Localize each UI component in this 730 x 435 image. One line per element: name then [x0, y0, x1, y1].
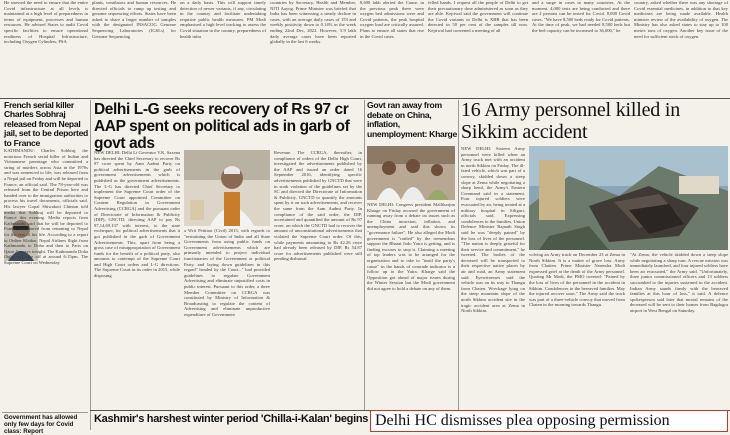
lg-col-3: Revenue. The CCRGA, thereafter, in compliance of orders of the Delhi High Court, investigated the advertisements published by the AAP and issued an order dated 16 September 2016, identifying specific advertisements published by GNCTD that were in stark violation of the guidelines set by the SC and directed the Directorate of Information & Publicity, GNCTD to quantify the amounts spent by it on such advertisements, and recover the same from the Aam Aadmi Party. In compliance of the said order, the DIP, ascertained and quantified the amount of Rs 97 crore, on which the GNCTD had to recover the amount of unconstitutional advertisements that violated the Supreme Court order. Of this, while payments amounting to Rs 42.26 crore had already been released by DIP, Rs 54.87 crore for advertisements published were still pending disbursal. [274, 150, 364, 262]
lg-photo [184, 150, 270, 226]
lg-headline: Delhi L-G seeks recovery of Rs 97 cr AAP spent on political ads in garb of govt ads [94, 101, 350, 152]
sobhraj-headline: French serial killer Charles Sobhraj released from Nepal jail, set to be deported to France [4, 100, 89, 148]
kharge-body: NEW DELHI: Congress president Mallikarjun Kharge on Friday accused the government of running away from a debate on issues such as the China incursion, inflation, and unemployment and said this shows its "governance failure". He also alleged the Modi government is "rattled" by the tremendous support the Bharat Jodo Yatra is getting, and is finding excuses to stop it. Claiming a meeting of top leaders was to be arranged for the organisation and to take to "instil the party's cause" in the hands of comrade indicator is a follow up to the Yatra. Kharge said the Opposition got ahead of major issues during the Winter Session but the Modi government did not agree to hold a debate on any of them. [367, 202, 457, 291]
sikkim-col-2: volving an Army truck on December 23 at Zema in North Sikkim. It is a matter of grave loss. Army from Chatten. Prime Minister Narendra Modi expressed grief at the death of the Army personnel. Quoting Mr Modi, the PMO tweeted: "Pained by the loss of lives of the personnel in the accident in Sikkim. Condolences to the bereaved families. May the injured recover soon." The Army said the truck was part of a three-vehicle convoy that moved from Chaten in the morning towards Thangu. [529, 252, 627, 308]
top-col-3: on a daily basis. This will support timely detection of newer variants, if any, circulating in the country and facilitate undertaking requisite public health measures. PM Modi emphasised a high level tracking to assess the Covid situation in the country, preparedness of health infra [180, 0, 268, 39]
top-col-8: country, asked whether there was any shortage of Covid essential medicines, in addition to that key medicines are being made available. Health minister review of the availability of oxygen. The Ministry has also asked states to stay up to 100 metric tons of oxygen. Another key issue of the need for sufficient stock of oxygen. [634, 0, 730, 39]
hc-headline: Delhi HC dismisses plea opposing permission [375, 412, 670, 429]
lg-col-2: a Writ Petition (Civil) 2013, with regards to "restraining the Union of India and all State Governments from using public funds on Government advertisements which are primarily intended to project individual functionaries of the Government or political Party, and laying down guidelines in this regard" headed by the Court..." had provided guidelines to regulate Government Advertising and eliminate unjustified costs in public interest. Pursuant to this order, a three Member Committee on CCRGA was constituted by Ministry of Information & Broadcasting to regulate the content of Advertising and eliminate unproductive expenditure of Government [184, 228, 272, 317]
divider-left [90, 100, 91, 430]
sikkim-col-3: "At Zema, the vehicle skidded down a steep slope while negotiating a sharp turn. A rescue mission was immediately launched, and four injured soldiers have been air evacuated," the Army said. "Unfortunately, three junior commissioned officers and 13 soldiers succumbed to the injuries sustained in the accident. Indian Army stands firmly with the bereaved families at this hour of loss," it said. A defence spokesperson said later that mortal remains of the deceased will be sent to their homes from Bagdogra airport in West Bengal on Saturday. [630, 252, 730, 313]
divider-mid [364, 100, 365, 410]
hc-headline-box [370, 410, 728, 432]
left-bottom-rule [2, 412, 88, 413]
kharge-headline: Govt ran away from debate on China, inflation, unemployment: Kharge [367, 100, 457, 139]
kashmir-headline: Kashmir's harshest winter period 'Chilla-i-Kalan' begins [94, 413, 369, 425]
top-col-5: 8,600 lakh alerted the Cause, in the previous peak there were oxygen bed admissions were and Covid patients, the peak hospital oxygen load are critically assured. Plans to ensure all states that rise in the Covid cases. [360, 0, 426, 39]
sikkim-headline: 16 Army personnel killed in Sikkim accident [461, 99, 681, 143]
sikkim-accident-photo [529, 146, 728, 250]
sikkim-col-1: NEW DELHI: Sixteen Army personnel were killed when an Army truck met with an accident in north Sikkim on Friday. The ill-fated vehicle, which was part of a convoy, skidded down a steep slope at Zema while negotiating a sharp bend, the Army's Eastern Command said in a statement. Four injured soldiers were evacuated by air, being treated at a military hospital in Siliguri, officials said. Expressing condolences to the families, Union Defence Minister Rajnath Singh said he was "deeply pained" by the loss of lives of the personnel. "The nation is deeply grateful for their service and commitment," he tweeted. The bodies of the deceased will be transported to their respective native places by air and road, an Army statement said. Eyewitnesses said the vehicle was on its way to Thangu from Chaten. Wreckage lying on the steep mountain slope of the north Sikkim accident site in the tragic accident area at Zema in North Sikkim. [461, 146, 527, 314]
top-col-1: He stressed the need to ensure that the entire Covid infrastructure at all levels is maintained at a high level of preparedness in terms of equipment, processes and human resources. He advised States to audit Covid specific facilities to ensure operational readiness of Hospital Infrastructure, including Oxygen Cylinders, PSA [4, 0, 90, 45]
divider-right [458, 100, 459, 410]
top-col-4: countries by Secretary, Health and Member, NITI Aayog. Prime Minister was briefed that India has been witnessing a steady decline in cases, with an average daily cases of 153 and weekly positivity down to 0.14% in the week ending 22nd Dec, 2022. However, 5.9 lakh daily average cases have been reported globally in the last 6 weeks. [270, 0, 358, 45]
covid-report-headline: Government has allowed only few days for Covid class: Report [4, 414, 78, 435]
top-col-7: and a surge in cases in many countries. At the moment, 4,000 tests are being conducted and there are 2 persons can be tested for Covid. 8,000 Covid cases. "We have 8,500 beds ready for Covid patients. At the time of peak, we had needed 8,500 beds but the bed capacity can be increased to 36,000," he [532, 0, 632, 33]
kharge-photo [367, 146, 455, 200]
sobhraj-body: KATHMANDU: Charles Sobhraj, the notorious French serial killer of Indian and Vietnamese parentage who committed a string of murders across Asia in the 1970s and was sentenced to life, was released from a Nepal jail on Friday and will be deported to France, an official said. The 78-year-old was released from the Central Prison here and handed over to the immigration authorities to process his travel documents, officials said. His lawyer Gopal Shiwakoti Chintan told media that Sobhraj will be deported to France this evening. Media reports from Kathmandu said that he will be deported to France and barred from returning to Nepal for the rest of his life. According to a report in Online Khabar, Nepal Airlines flight from Kathmandu to Doha and then to Paris on Qatar Airways tonight. The Kathmandu Doha flight will take off at around 6:15pm. The Supreme Court on Wednesday [4, 148, 90, 265]
top-col-6: felled hands, I request all the people of Delhi to get their precautionary dose administered as soon as they are able. Kejriwal said the government will continue the Covid variants in Delhi is XBB that has been detected in 50 per cent of the samples till now. Kejriwal had convened a meeting of all [428, 0, 530, 33]
lg-col-1: NEW DELHI: Delhi Lt Governor V.K. Saxena has directed the Chief Secretary to recover Rs 97 crore spent by Aam Aadmi Party on political advertisements in the garb of government advertisements which is published as the government advertisements. The L-G has directed Chief Secretary to implement the Supreme Court order of the Supreme Court appointed Committee on Content Regulation in Government Advertising (CCRGA) and the pursuant order of Directorate of Information & Publicity (DIP), GNCTD, directing AAP to pay Rs 97,14,69,137 with interest, to the state exchequer, for political advertisements that it got published in the garb of Government Advertisements. This, apart from being a gross case of misappropriation of Government funds for the benefit of a political party, also amounts to contempt of the Supreme Court and High Court orders and L-G directions. The Supreme Court in its order in 2015, while disposing [94, 150, 182, 279]
top-col-2: plants, ventilators and human resources. He directed officials to ramp up testing and genome sequencing efforts. States have been asked to share a larger number of samples with the designated INSACOG Genome Sequencing Laboratories (IGSLs) for Genome Sequencing [92, 0, 178, 39]
